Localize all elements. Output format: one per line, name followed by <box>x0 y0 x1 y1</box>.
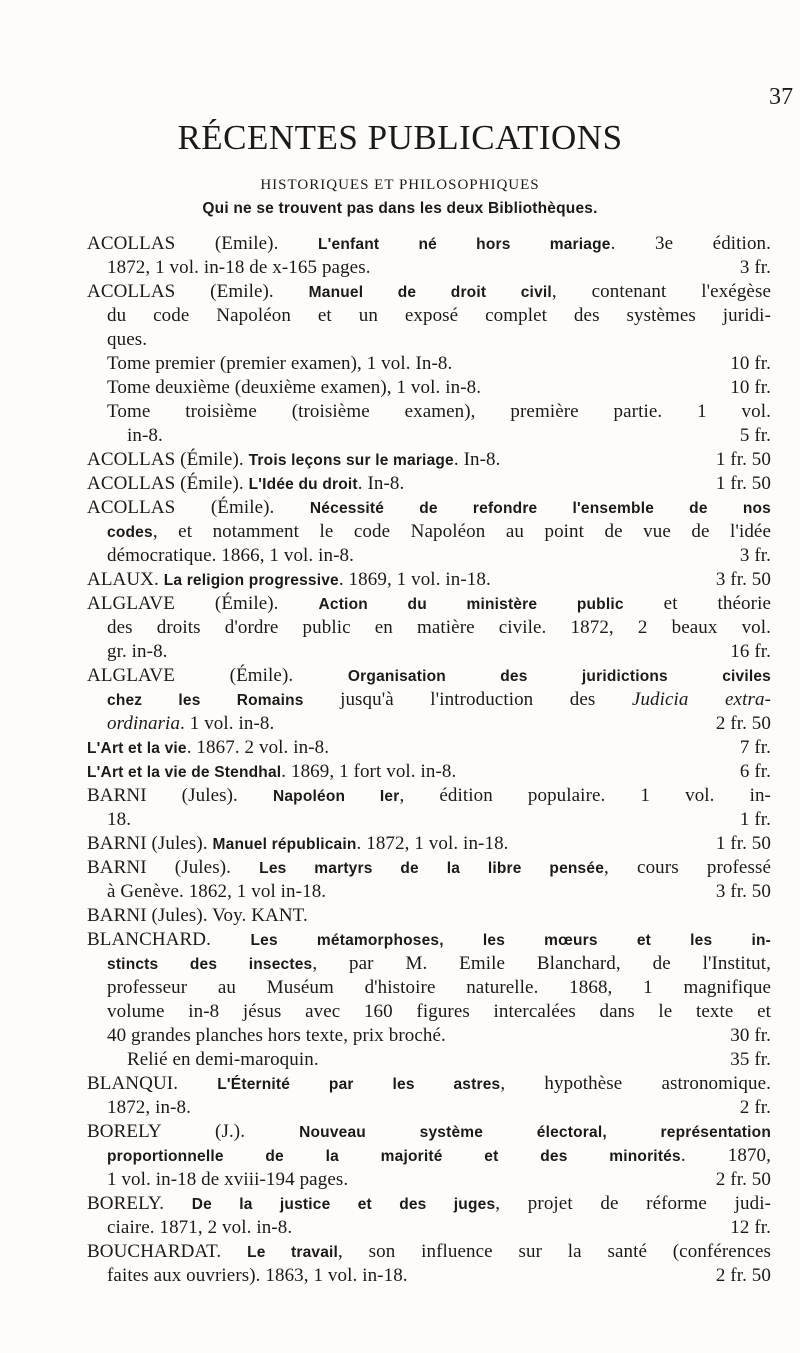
entry-text: BORELY (J.). <box>87 1121 300 1142</box>
availability-notice: Qui ne se trouvent pas dans les deux Bibliothèques. <box>202 200 598 217</box>
entry-line <box>87 808 771 832</box>
entry-line <box>87 1072 771 1096</box>
entry-line-text <box>107 545 354 566</box>
entry-line-text <box>87 496 771 521</box>
entry-line-text <box>87 737 329 758</box>
entry-line-text <box>87 856 771 881</box>
entry-text: . In-8. <box>357 473 405 494</box>
entry-text: 18. <box>107 809 132 830</box>
price: 12 fr. <box>730 1217 771 1238</box>
entry-text: , édition populaire. 1 vol. in- <box>399 785 771 806</box>
entry-text: Relié en demi-maroquin. <box>127 1049 319 1070</box>
entry-text: . 1872, 1 vol. in-18. <box>356 833 509 854</box>
catalogue-entry <box>87 496 771 568</box>
work-title: La religion progressive <box>163 572 339 589</box>
price: 3 fr. <box>739 257 771 278</box>
entry-text: Tome premier (premier examen), 1 vol. In-8. <box>107 353 453 374</box>
entry-line <box>87 688 771 712</box>
entry-line <box>87 1240 771 1264</box>
work-title: codes <box>107 524 153 541</box>
entry-text: BARNI (Jules). <box>87 833 213 854</box>
catalogue-entry <box>87 832 771 856</box>
work-title: L'Art et la vie <box>87 740 187 757</box>
work-title: Action du ministère public <box>318 596 624 613</box>
entry-line-text <box>87 784 771 809</box>
entry-text: volume in-8 jésus avec 160 figures intercalées dans le texte et <box>107 1001 771 1022</box>
entry-line-text <box>107 329 147 350</box>
catalogue-entry <box>87 1240 771 1288</box>
price: 2 fr. 50 <box>715 1265 771 1286</box>
entry-text: . 1869, 1 fort vol. in-8. <box>281 761 457 782</box>
entry-line-text <box>107 952 771 977</box>
work-title: proportionnelle de la majorité et des minorités <box>107 1148 681 1165</box>
entry-line <box>87 568 771 592</box>
entry-text: BARNI (Jules). Voy. KANT. <box>87 905 308 926</box>
entry-line-text <box>107 353 452 374</box>
entry-line <box>87 664 771 688</box>
entry-text: professeur au Muséum d'histoire naturelle. 1868, 1 magnifique <box>107 977 771 998</box>
entry-text: ques. <box>107 329 148 350</box>
entry-line <box>87 952 771 976</box>
entry-line <box>87 472 771 496</box>
page-number: 37 <box>769 84 794 110</box>
price: 1 fr. 50 <box>715 449 771 470</box>
entry-line <box>87 520 771 544</box>
entry-line <box>87 1264 771 1288</box>
catalogue-entry <box>87 568 771 592</box>
work-title: L'Idée du droit <box>248 476 358 493</box>
work-title: Napoléon Ier <box>272 788 400 805</box>
page-title: RÉCENTES PUBLICATIONS <box>177 118 623 157</box>
entry-line-text <box>107 641 168 662</box>
catalogue-entries <box>87 232 771 1288</box>
catalogue-entry <box>87 904 771 928</box>
work-title: Trois leçons sur le mariage <box>248 452 454 469</box>
price: 6 fr. <box>739 761 771 782</box>
entry-text: ACOLLAS (Émile). <box>87 473 249 494</box>
entry-line <box>87 496 771 520</box>
entry-line <box>87 1192 771 1216</box>
catalogue-entry <box>87 280 771 448</box>
entry-line-text <box>107 1000 771 1024</box>
catalogue-entry <box>87 448 771 472</box>
entry-line <box>87 784 771 808</box>
entry-line-text <box>107 688 771 713</box>
entry-line-text <box>87 280 771 305</box>
entry-line-text <box>87 473 404 494</box>
price: 5 fr. <box>739 425 771 446</box>
entry-line <box>87 1048 771 1072</box>
price: 2 fr. 50 <box>715 713 771 734</box>
entry-text: BLANQUI. <box>87 1073 218 1094</box>
catalogue-entry <box>87 664 771 736</box>
entry-line-text <box>107 1097 191 1118</box>
entry-text: BARNI (Jules). <box>87 857 260 878</box>
price: 3 fr. <box>739 545 771 566</box>
entry-line <box>87 592 771 616</box>
entry-line-text <box>127 1049 319 1070</box>
price: 2 fr. <box>739 1097 771 1118</box>
entry-text: 40 grandes planches hors texte, prix broché. <box>107 1025 446 1046</box>
entry-line-text <box>107 713 274 734</box>
price: 1 fr. 50 <box>715 833 771 854</box>
entry-text: Tome troisième (troisième examen), première partie. 1 vol. <box>107 401 771 422</box>
entry-line-text <box>87 592 771 617</box>
work-title: Nécessité de refondre l'ensemble de nos <box>309 500 771 517</box>
entry-line <box>87 304 771 328</box>
entry-line-text <box>107 616 771 640</box>
catalogue-entry <box>87 232 771 280</box>
entry-text: , son influence sur la santé (conférences <box>338 1241 771 1262</box>
catalogue-entry <box>87 928 771 1072</box>
entry-line-text <box>107 1025 446 1046</box>
entry-line-text <box>87 569 491 590</box>
work-title: L'Art et la vie de Stendhal <box>87 764 282 781</box>
entry-line <box>87 328 771 352</box>
price: 16 fr. <box>730 641 771 662</box>
entry-text: ACOLLAS (Emile). <box>87 233 318 254</box>
entry-text: . 3e édition. <box>610 233 771 254</box>
entry-text: 1872, 1 vol. in-18 de x-165 pages. <box>107 257 371 278</box>
entry-line <box>87 760 771 784</box>
entry-line-text <box>107 976 771 1000</box>
entry-line-text <box>87 761 456 782</box>
entry-line <box>87 856 771 880</box>
work-title: Manuel de droit civil <box>308 284 552 301</box>
work-title: L'enfant né hors mariage <box>318 236 611 253</box>
entry-line <box>87 904 771 928</box>
catalogue-entry <box>87 1072 771 1120</box>
entry-line-text <box>87 928 771 953</box>
entry-line <box>87 544 771 568</box>
entry-line-text <box>107 400 771 424</box>
entry-text: jusqu'à l'introduction des <box>303 689 632 710</box>
page-subtitle: HISTORIQUES ET PHILOSOPHIQUES <box>260 177 540 193</box>
price: 10 fr. <box>730 377 771 398</box>
work-title: chez les Romains <box>107 692 304 709</box>
entry-line <box>87 976 771 1000</box>
entry-text: . In-8. <box>453 449 501 470</box>
entry-text: 1872, in-8. <box>107 1097 191 1118</box>
entry-line-text <box>87 449 500 470</box>
entry-line <box>87 424 771 448</box>
entry-line-text <box>107 1169 348 1190</box>
entry-line <box>87 832 771 856</box>
work-title: Nouveau système électoral, représentation <box>299 1124 771 1141</box>
entry-text: à Genève. 1862, 1 vol in-18. <box>107 881 327 902</box>
entry-line <box>87 712 771 736</box>
entry-line <box>87 616 771 640</box>
entry-line-text <box>107 1144 771 1169</box>
price: 30 fr. <box>730 1025 771 1046</box>
entry-line <box>87 1216 771 1240</box>
entry-text: . 1867. 2 vol. in-8. <box>186 737 330 758</box>
entry-text: des droits d'ordre public en matière civile. 1872, 2 beaux vol. <box>107 617 771 638</box>
entry-text: . 1 vol. in-8. <box>180 713 275 734</box>
entry-text: , et notamment le code Napoléon au point de vue de l'idée <box>152 521 771 542</box>
entry-text: BORELY. <box>87 1193 192 1214</box>
entry-line-text <box>127 425 163 446</box>
entry-line-text <box>87 232 771 257</box>
entry-line-text <box>87 1240 771 1265</box>
entry-text: faites aux ouvriers). 1863, 1 vol. in-18. <box>107 1265 408 1286</box>
entry-text: du code Napoléon et un exposé complet des systèmes juridi- <box>107 305 771 326</box>
entry-line <box>87 352 771 376</box>
price: 1 fr. <box>739 809 771 830</box>
work-title: Organisation des juridictions civiles <box>347 668 772 685</box>
work-title: L'Éternité par les astres <box>217 1076 501 1093</box>
entry-line <box>87 256 771 280</box>
entry-line <box>87 400 771 424</box>
entry-line <box>87 1120 771 1144</box>
entry-text: ACOLLAS (Émile). <box>87 497 310 518</box>
entry-text: démocratique. 1866, 1 vol. in-8. <box>107 545 354 566</box>
entry-text: . 1870, <box>680 1145 772 1166</box>
entry-text: , projet de réforme judi- <box>495 1193 771 1214</box>
entry-text: in-8. <box>127 425 163 446</box>
catalogue-entry <box>87 472 771 496</box>
catalogue-entry <box>87 784 771 832</box>
entry-text: , contenant l'exégèse <box>551 281 771 302</box>
catalogue-entry <box>87 856 771 904</box>
entry-text: gr. in-8. <box>107 641 168 662</box>
entry-text: ACOLLAS (Emile). <box>87 281 309 302</box>
price: 7 fr. <box>739 737 771 758</box>
entry-text: BOUCHARDAT. <box>87 1241 248 1262</box>
entry-text: Tome deuxième (deuxième examen), 1 vol. in-8. <box>107 377 482 398</box>
work-title: De la justice et des juges <box>191 1196 496 1213</box>
entry-line-text <box>87 1072 771 1097</box>
work-title: Les martyrs de la libre pensée <box>259 860 605 877</box>
entry-line <box>87 1144 771 1168</box>
entry-line-text <box>87 905 308 926</box>
entry-line <box>87 928 771 952</box>
entry-text: , hypothèse astronomique. <box>500 1073 771 1094</box>
entry-line-text <box>107 881 326 902</box>
work-title: Le travail <box>247 1244 339 1261</box>
entry-line <box>87 232 771 256</box>
entry-line-text <box>107 304 771 328</box>
entry-line-text <box>87 1120 771 1145</box>
entry-line <box>87 1096 771 1120</box>
catalogue-entry <box>87 592 771 664</box>
price: 2 fr. 50 <box>715 1169 771 1190</box>
entry-line-text <box>107 1265 408 1286</box>
entry-text: ALGLAVE (Émile). <box>87 665 348 686</box>
entry-line-text <box>87 664 771 689</box>
work-title: Manuel républicain <box>212 836 357 853</box>
entry-text: , par M. Emile Blanchard, de l'Institut, <box>312 953 771 974</box>
entry-line-text <box>107 377 481 398</box>
work-title: stincts des insectes <box>107 956 313 973</box>
entry-line-text <box>87 1192 771 1217</box>
entry-text: ciaire. 1871, 2 vol. in-8. <box>107 1217 293 1238</box>
entry-text: Judicia extra- <box>631 689 771 710</box>
entry-text: et théorie <box>623 593 771 614</box>
entry-line <box>87 1168 771 1192</box>
entry-line <box>87 1024 771 1048</box>
entry-text: 1 vol. in-18 de xviii-194 pages. <box>107 1169 349 1190</box>
work-title: Les métamorphoses, les mœurs et les in- <box>250 932 771 949</box>
price: 3 fr. 50 <box>715 881 771 902</box>
price: 1 fr. 50 <box>715 473 771 494</box>
entry-line <box>87 448 771 472</box>
entry-text: ordinaria <box>107 713 181 734</box>
entry-line-text <box>87 833 509 854</box>
entry-text: ACOLLAS (Émile). <box>87 449 249 470</box>
entry-line <box>87 736 771 760</box>
entry-line <box>87 376 771 400</box>
entry-line-text <box>107 1217 292 1238</box>
entry-line-text <box>107 809 131 830</box>
entry-line <box>87 1000 771 1024</box>
entry-line <box>87 280 771 304</box>
entry-text: BLANCHARD. <box>87 929 251 950</box>
entry-line <box>87 880 771 904</box>
entry-line-text <box>107 520 771 545</box>
catalogue-entry <box>87 1120 771 1192</box>
entry-text: ALAUX. <box>87 569 164 590</box>
catalogue-entry <box>87 1192 771 1240</box>
catalogue-entry <box>87 736 771 760</box>
entry-text: ALGLAVE (Émile). <box>87 593 319 614</box>
price: 35 fr. <box>730 1049 771 1070</box>
entry-text: BARNI (Jules). <box>87 785 273 806</box>
entry-line-text <box>107 257 371 278</box>
entry-line <box>87 640 771 664</box>
price: 10 fr. <box>730 353 771 374</box>
catalogue-entry <box>87 760 771 784</box>
entry-text: , cours professé <box>604 857 771 878</box>
entry-text: . 1869, 1 vol. in-18. <box>338 569 491 590</box>
price: 3 fr. 50 <box>715 569 771 590</box>
